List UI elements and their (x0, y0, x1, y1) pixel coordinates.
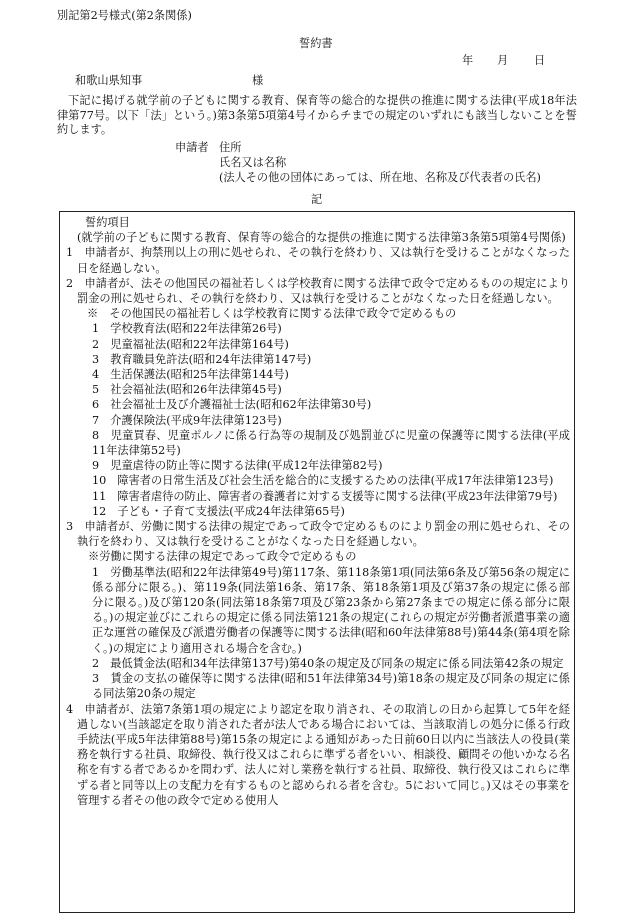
law-list-item: 12 子ども・子育て支援法(平成24年法律第65号) (92, 504, 345, 518)
pledge-item-4: 4 申請者が、法第7条第1項の規定により認定を取り消され、その取消しの日から起算して5年を経過しない(当該認定を取り消された者が法人である場合においては、当該取消しの処分に係る行政手続法(平成5年法律第88号)第15条の規定による通知があった日前60日以内に当該法人の役員(業務を執行する社員、取締役、執行役又はこれらに準ずる者をいい、相談役、顧問その他いかなる名称を有する者であるかを問わず、法人に対し業務を執行する社員、取締役、執行役又はこれらに準ずる者と同等以上の支配力を有するものと認められる者を含む。5において同じ。)又はその事業を管理する者その他の政令で定める使用人 (66, 702, 570, 807)
date-year-label: 年 (462, 54, 474, 67)
pledge-item-3: 3 申請者が、労働に関する法律の規定であって政令で定めるものにより罰金の刑に処せられ、その執行を終わり、又は執行を受けることがなくなった日を経過しない。 (66, 520, 570, 549)
law-list-item: 8 児童買春、児童ポルノに係る行為等の規制及び処罰並びに児童の保護等に関する法律(平成11年法律第52号) (92, 428, 570, 458)
pledge-items-heading-note: (就学前の子どもに関する教育、保育等の総合的な提供の推進に関する法律第3条第5項第4号関係) (77, 231, 566, 245)
pledge-item-2-note: ※ その他国民の福祉若しくは学校教育に関する法律で政令で定めるもの (87, 307, 457, 321)
intro-paragraph: 下記に掲げる就学前の子どもに関する教育、保育等の総合的な提供の推進に関する法律(平成18年法律第77号。以下「法」という。)第3条第5項第4号イからチまでの規定のいずれにも該当しないことを誓約します。 (57, 94, 577, 136)
labor-law-item: 2 最低賃金法(昭和34年法律第137号)第40条の規定及び同条の規定に係る同法第42条の規定 (92, 656, 564, 670)
applicant-note: (法人その他の団体にあっては、所在地、名称及び代表者の氏名) (219, 171, 541, 184)
ki-label: 記 (311, 193, 323, 206)
labor-law-item: 1 労働基準法(昭和22年法律第49号)第117条、第118条第1項(同法第6条及び第56条の規定に係る部分に限る。)、第119条(同法第16条、第17条、第18条第1項及び第37条の規定に係る部分に限る。)及び第120条(同法第18条第7項及び第23条から第27条までの規定に係る部分に限る。)の規定並びにこれらの規定に係る同法第121条の規定(これらの規定が労働者派遣事業の適正な運営の確保及び派遣労働者の保護等に関する法律(昭和60年法律第88号)第44条(第4項を除く。)の規定により適用される場合を含む。) (92, 565, 570, 655)
pledge-item-3-note: ※労働に関する法律の規定であって政令で定めるもの (88, 550, 357, 564)
date-day-label: 日 (534, 54, 546, 67)
law-list-item: 2 児童福祉法(昭和22年法律第164号) (92, 337, 289, 351)
applicant-name-label: 氏名又は名称 (219, 156, 287, 169)
addressee-honorific: 様 (252, 74, 264, 87)
pledge-items-heading: 誓約項目 (85, 216, 130, 229)
law-list-item: 6 社会福祉士及び介護福祉士法(昭和62年法律第30号) (92, 398, 372, 412)
addressee-name: 和歌山県知事 (75, 74, 143, 87)
pledge-items-box (59, 211, 575, 913)
law-list-item: 1 学校教育法(昭和22年法律第26号) (92, 322, 282, 336)
law-list-item: 9 児童虐待の防止等に関する法律(平成12年法律第82号) (92, 459, 383, 473)
law-list-item: 5 社会福祉法(昭和26年法律第45号) (92, 383, 282, 397)
labor-law-item: 3 賃金の支払の確保等に関する法律(昭和51年法律第34号)第18条の規定及び同条の規定に係る同法第20条の規定 (92, 672, 570, 701)
applicant-label: 申請者 (175, 141, 209, 154)
form-header: 別記第2号様式(第2条関係) (57, 9, 192, 22)
law-list-item: 4 生活保護法(昭和25年法律第144号) (92, 368, 289, 382)
applicant-address-label: 住所 (219, 141, 242, 154)
law-list-item: 11 障害者虐待の防止、障害者の養護者に対する支援等に関する法律(平成23年法律第79号) (92, 489, 558, 503)
pledge-item-1: 1 申請者が、拘禁刑以上の刑に処せられ、その執行を終わり、又は執行を受けることがなくなった日を経過しない。 (66, 246, 570, 275)
law-list-item: 10 障害者の日常生活及び社会生活を総合的に支援するための法律(平成17年法律第123号) (92, 474, 554, 488)
law-list-item: 7 介護保険法(平成9年法律第123号) (92, 413, 282, 427)
date-month-label: 月 (497, 54, 509, 67)
pledge-item-2: 2 申請者が、法その他国民の福祉若しくは学校教育に関する法律で政令で定めるものの規定により罰金の刑に処せられ、その執行を終わり、又は執行を受けることがなくなった日を経過しない。 (66, 276, 570, 306)
law-list-item: 3 教育職員免許法(昭和24年法律第147号) (92, 352, 312, 366)
page-title: 誓約書 (299, 37, 333, 50)
